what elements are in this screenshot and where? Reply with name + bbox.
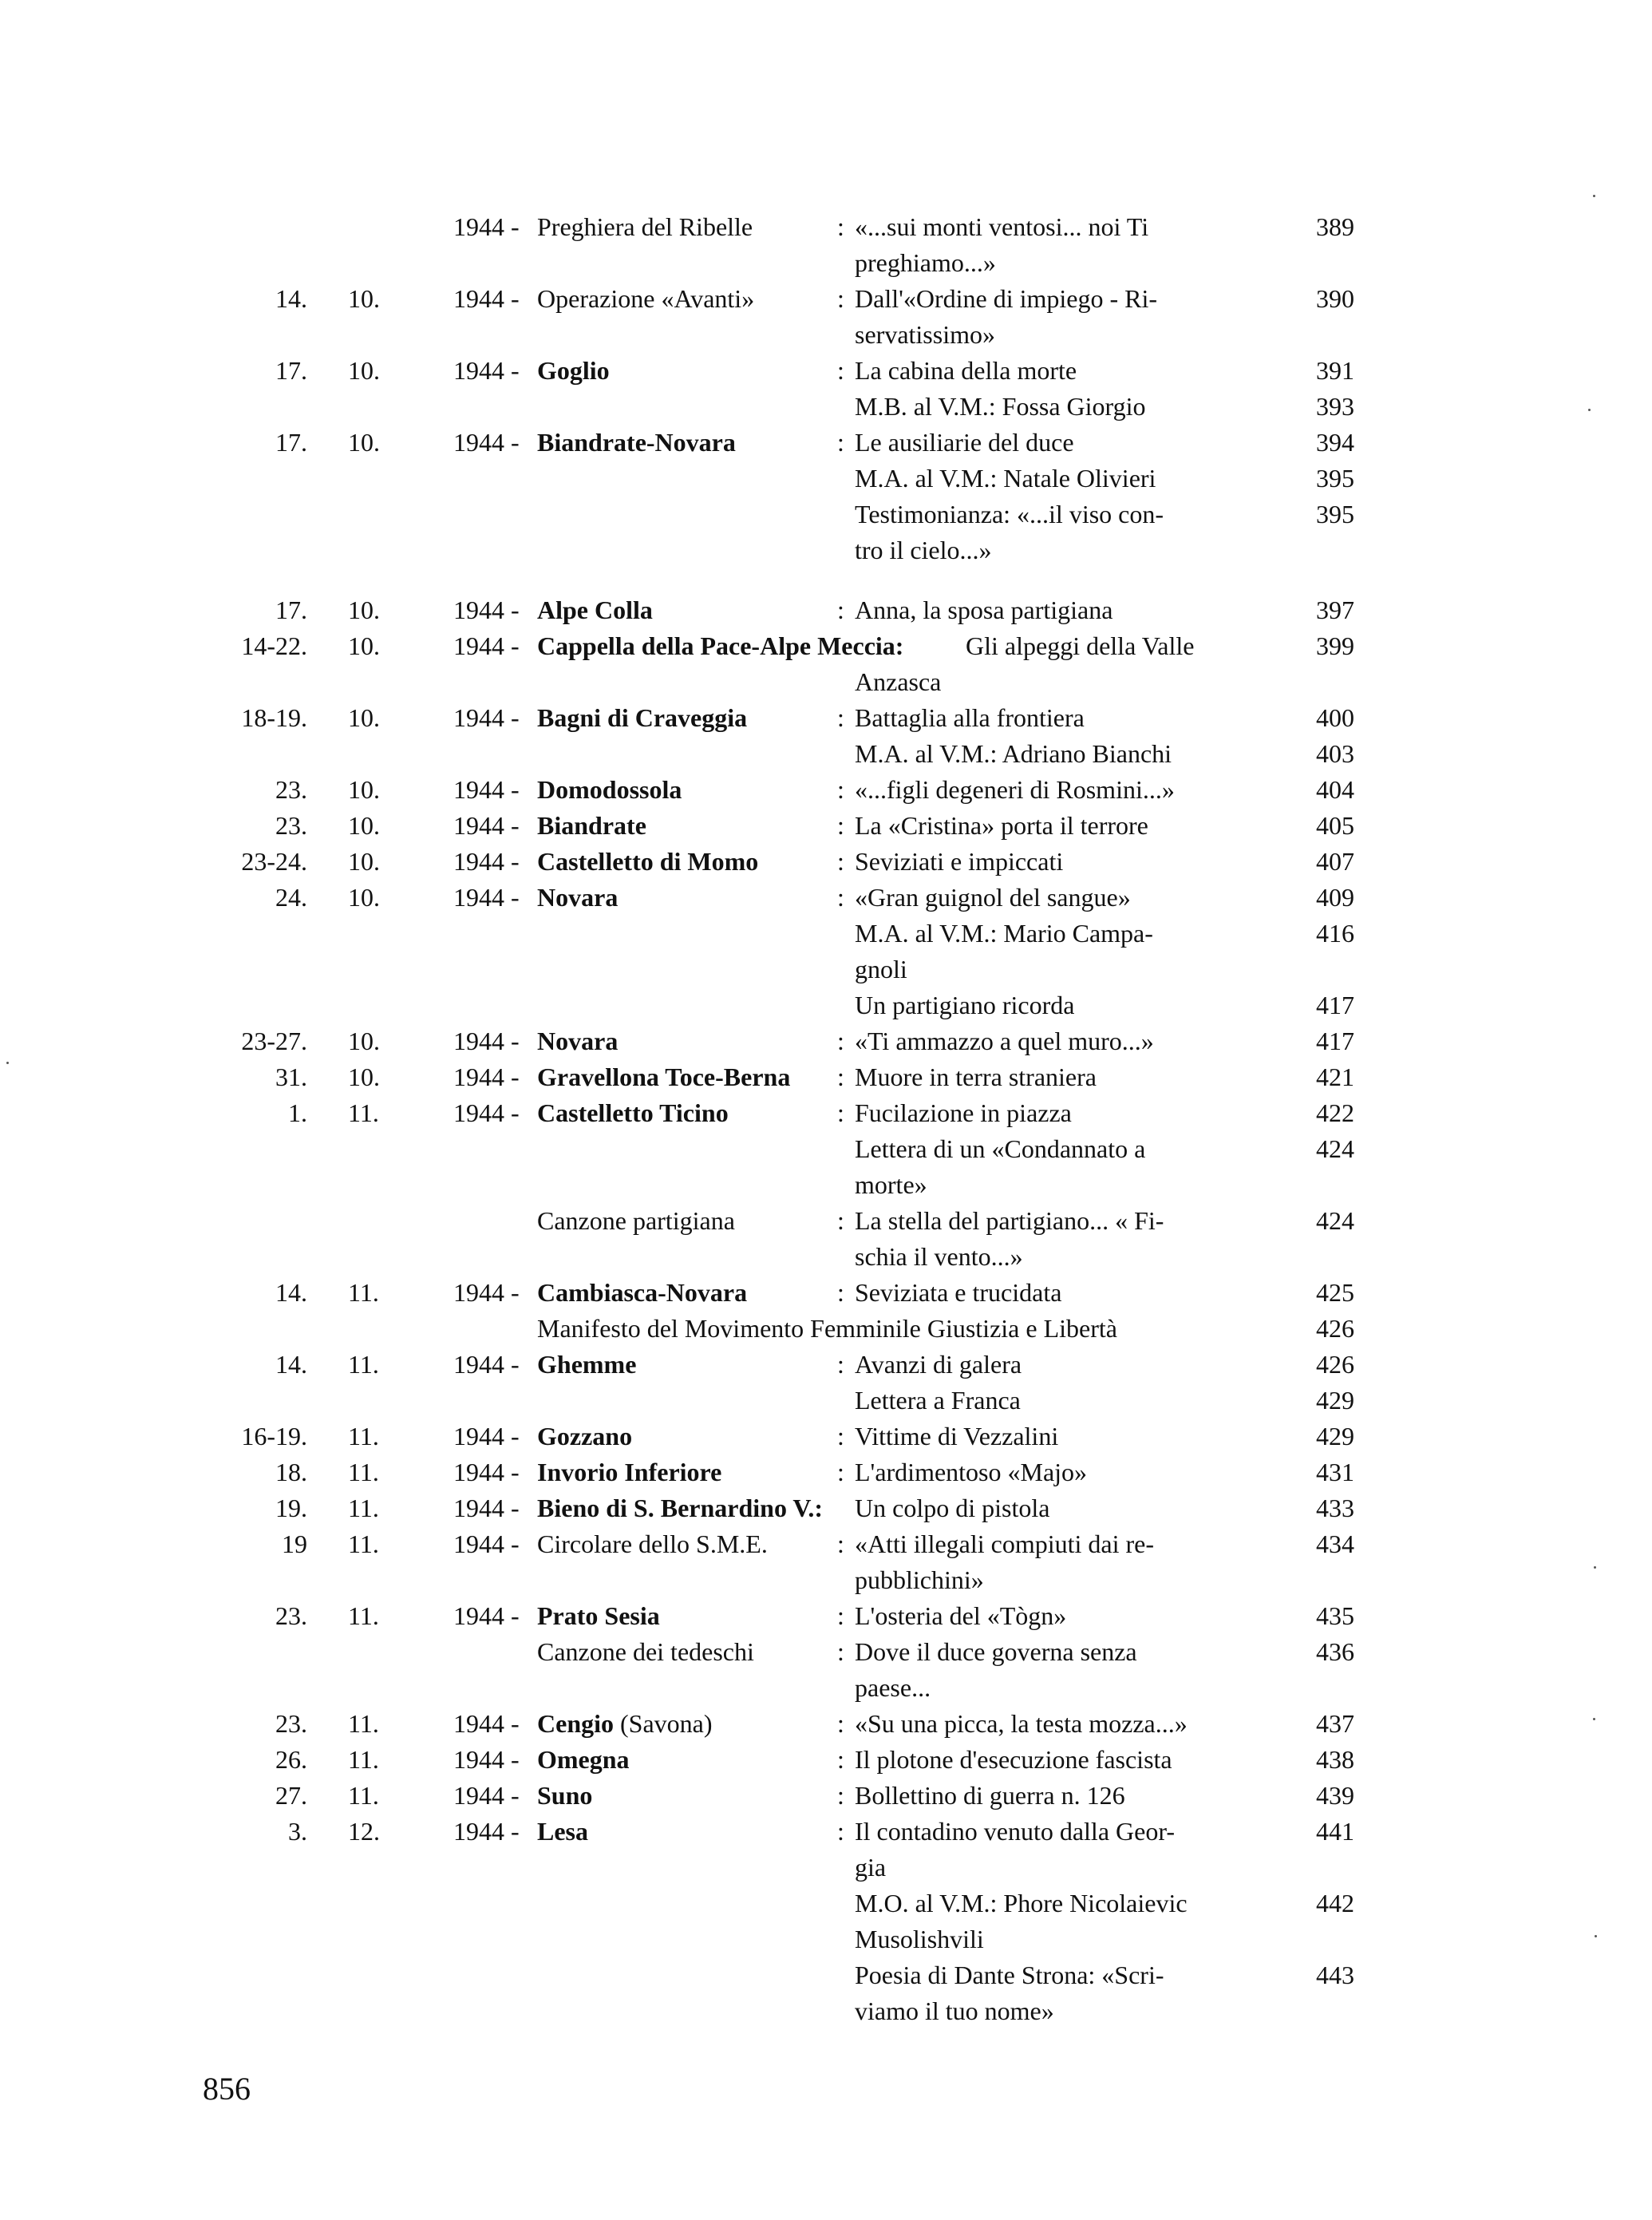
- entry-year: 1944 -: [453, 596, 520, 624]
- entry-month: 11.: [348, 1458, 379, 1486]
- entry-title: Musolishvili: [855, 1925, 984, 1953]
- index-row: [0, 1167, 1652, 1203]
- entry-page: 441: [1316, 1817, 1354, 1846]
- entry-page: 395: [1316, 500, 1354, 528]
- entry-separator: :: [837, 1781, 844, 1810]
- entry-separator: :: [837, 212, 844, 241]
- entry-year: 1944 -: [453, 883, 520, 912]
- entry-place: Cengio: [537, 1709, 614, 1738]
- entry-page: 435: [1316, 1601, 1354, 1630]
- entry-day: 16-19.: [241, 1422, 307, 1450]
- entry-page: 433: [1316, 1494, 1354, 1522]
- entry-month: 11.: [348, 1350, 379, 1379]
- entry-title: M.A. al V.M.: Mario Campa-: [855, 919, 1153, 948]
- entry-year: 1944 -: [453, 775, 520, 804]
- entry-place: Domodossola: [537, 775, 682, 804]
- entry-day: 23.: [275, 1709, 307, 1738]
- entry-page: 422: [1316, 1098, 1354, 1127]
- entry-title: Seviziata e trucidata: [855, 1278, 1062, 1307]
- entry-title: Fucilazione in piazza: [855, 1098, 1072, 1127]
- entry-month: 11.: [348, 1494, 379, 1522]
- entry-separator: :: [837, 1637, 844, 1666]
- entry-page: 416: [1316, 919, 1354, 948]
- entry-day: 3.: [288, 1817, 307, 1846]
- index-row: [0, 592, 1652, 628]
- entry-page: 404: [1316, 775, 1354, 804]
- entry-title: «Gran guignol del sangue»: [855, 883, 1131, 912]
- entry-day: 14.: [275, 284, 307, 313]
- entry-month: 10.: [348, 811, 380, 840]
- entry-title: Lettera di un «Condannato a: [855, 1134, 1146, 1163]
- entry-title: Il plotone d'esecuzione fascista: [855, 1745, 1172, 1774]
- index-row: [0, 1993, 1652, 2029]
- entry-month: 10.: [348, 428, 380, 457]
- entry-title: Bollettino di guerra n. 126: [855, 1781, 1125, 1810]
- index-row: [0, 1347, 1652, 1383]
- entry-title: «...sui monti ventosi... noi Ti: [855, 212, 1149, 241]
- entry-month: 12.: [348, 1817, 380, 1846]
- entry-title: Gli alpeggi della Valle: [966, 631, 1195, 660]
- entry-page: 397: [1316, 596, 1354, 624]
- index-row: [0, 700, 1652, 736]
- entry-place: Bagni di Craveggia: [537, 703, 748, 732]
- entry-month: 10.: [348, 596, 380, 624]
- index-row: [0, 1095, 1652, 1131]
- entry-year: 1944 -: [453, 1278, 520, 1307]
- index-row: [0, 844, 1652, 880]
- entry-title: La cabina della morte: [855, 356, 1077, 385]
- entry-separator: :: [837, 596, 844, 624]
- entry-title: Battaglia alla frontiera: [855, 703, 1085, 732]
- entry-year: 1944 -: [453, 1745, 520, 1774]
- index-row: [0, 808, 1652, 844]
- entry-month: 11.: [348, 1098, 379, 1127]
- index-row: [0, 281, 1652, 317]
- index-row: [0, 880, 1652, 916]
- entry-month: 10.: [348, 883, 380, 912]
- entry-place: Invorio Inferiore: [537, 1458, 722, 1486]
- index-row: [0, 772, 1652, 808]
- index-row: [0, 532, 1652, 568]
- entry-year: 1944 -: [453, 1529, 520, 1558]
- entry-title: Seviziati e impiccati: [855, 847, 1064, 876]
- entry-title: Anzasca: [855, 667, 942, 696]
- entry-year: 1944 -: [453, 1601, 520, 1630]
- entry-place: Bieno di S. Bernardino V.:: [537, 1494, 824, 1522]
- entry-separator: :: [837, 1745, 844, 1774]
- entry-title: L'osteria del «Tògn»: [855, 1601, 1067, 1630]
- entry-year: 1944 -: [453, 1027, 520, 1055]
- index-row: [0, 1957, 1652, 1993]
- entry-separator: :: [837, 1601, 844, 1630]
- entry-page: 436: [1316, 1637, 1354, 1666]
- entry-page: 426: [1316, 1350, 1354, 1379]
- entry-page: 393: [1316, 392, 1354, 421]
- index-row: [0, 952, 1652, 987]
- entry-month: 10.: [348, 703, 380, 732]
- index-row: [0, 1634, 1652, 1670]
- entry-place: Prato Sesia: [537, 1601, 660, 1630]
- entry-title: «...figli degeneri di Rosmini...»: [855, 775, 1175, 804]
- index-row: [0, 1598, 1652, 1634]
- entry-page: 391: [1316, 356, 1354, 385]
- entry-year: 1944 -: [453, 1098, 520, 1127]
- entry-month: 11.: [348, 1781, 379, 1810]
- entry-separator: :: [837, 1098, 844, 1127]
- index-row: [0, 317, 1652, 353]
- entry-title: La «Cristina» porta il terrore: [855, 811, 1148, 840]
- index-row: [0, 628, 1652, 664]
- entry-separator: :: [837, 1458, 844, 1486]
- entry-title: servatissimo»: [855, 320, 995, 349]
- index-row: [0, 1454, 1652, 1490]
- entry-page: 443: [1316, 1961, 1354, 1989]
- entry-day: 14.: [275, 1350, 307, 1379]
- entry-page: 442: [1316, 1889, 1354, 1917]
- index-row: [0, 1419, 1652, 1454]
- entry-title: Avanzi di galera: [855, 1350, 1022, 1379]
- entry-page: 437: [1316, 1709, 1354, 1738]
- entry-year: 1944 -: [453, 1494, 520, 1522]
- scan-speck: [1593, 1718, 1595, 1720]
- entry-title: Vittime di Vezzalini: [855, 1422, 1059, 1450]
- entry-title: preghiamo...»: [855, 248, 996, 277]
- entry-place: Alpe Colla: [537, 596, 653, 624]
- entry-title: Dall'«Ordine di impiego - Ri-: [855, 284, 1158, 313]
- scan-speck: [1588, 409, 1591, 411]
- index-row: [0, 1850, 1652, 1886]
- entry-year: 1944 -: [453, 811, 520, 840]
- entry-place: Omegna: [537, 1745, 630, 1774]
- entry-page: 417: [1316, 1027, 1354, 1055]
- entry-place: Ghemme: [537, 1350, 637, 1379]
- entry-title: morte»: [855, 1170, 927, 1199]
- entry-title: viamo il tuo nome»: [855, 1996, 1054, 2025]
- entry-month: 11.: [348, 1529, 379, 1558]
- entry-title: «Su una picca, la testa mozza...»: [855, 1709, 1188, 1738]
- index-row: [0, 209, 1652, 245]
- entry-title: L'ardimentoso «Majo»: [855, 1458, 1088, 1486]
- entry-separator: :: [837, 1063, 844, 1091]
- index-row: [0, 736, 1652, 772]
- entry-place: Gozzano: [537, 1422, 633, 1450]
- entry-title: «Atti illegali compiuti dai re-: [855, 1529, 1155, 1558]
- entry-title: Dove il duce governa senza: [855, 1637, 1137, 1666]
- page-number: 856: [203, 2071, 251, 2107]
- entry-title: M.O. al V.M.: Phore Nicolaievic: [855, 1889, 1188, 1917]
- entry-month: 11.: [348, 1601, 379, 1630]
- entry-separator: :: [837, 428, 844, 457]
- entry-page: 395: [1316, 464, 1354, 493]
- index-row: [0, 1203, 1652, 1239]
- entry-year: 1944 -: [453, 428, 520, 457]
- entry-page: 400: [1316, 703, 1354, 732]
- entry-year: 1944 -: [453, 212, 520, 241]
- entry-wide-text: Manifesto del Movimento Femminile Giustizia e Libertà: [537, 1314, 1117, 1343]
- entry-place-suffix: (Savona): [614, 1709, 713, 1738]
- entry-page: 407: [1316, 847, 1354, 876]
- index-row: [0, 461, 1652, 497]
- entry-page: 424: [1316, 1206, 1354, 1235]
- entry-day: 17.: [275, 596, 307, 624]
- entry-place: Canzone partigiana: [537, 1206, 735, 1235]
- entry-month: 10.: [348, 356, 380, 385]
- entry-title: Le ausiliarie del duce: [855, 428, 1074, 457]
- entry-title: M.B. al V.M.: Fossa Giorgio: [855, 392, 1146, 421]
- entry-year: 1944 -: [453, 703, 520, 732]
- entry-title: paese...: [855, 1673, 931, 1702]
- entry-page: 439: [1316, 1781, 1354, 1810]
- entry-page: 403: [1316, 739, 1354, 768]
- entry-year: 1944 -: [453, 1817, 520, 1846]
- entry-place-wrapper: [537, 1706, 713, 1742]
- entry-month: 11.: [348, 1422, 379, 1450]
- entry-place: Castelletto Ticino: [537, 1098, 729, 1127]
- entry-day: 23-24.: [241, 847, 307, 876]
- entry-page: 421: [1316, 1063, 1354, 1091]
- entry-separator: :: [837, 847, 844, 876]
- index-row: [0, 1059, 1652, 1095]
- scan-speck: [1594, 1566, 1596, 1569]
- index-row: [0, 1921, 1652, 1957]
- entry-title: Un colpo di pistola: [855, 1494, 1050, 1522]
- entry-page: 438: [1316, 1745, 1354, 1774]
- entry-year: 1944 -: [453, 284, 520, 313]
- entry-page: 424: [1316, 1134, 1354, 1163]
- entry-title: Poesia di Dante Strona: «Scri-: [855, 1961, 1164, 1989]
- entry-place: Operazione «Avanti»: [537, 284, 755, 313]
- index-row: [0, 1886, 1652, 1921]
- entry-day: 14-22.: [241, 631, 307, 660]
- index-row: [0, 987, 1652, 1023]
- entry-page: 425: [1316, 1278, 1354, 1307]
- entry-year: 1944 -: [453, 1709, 520, 1738]
- index-row: [0, 1131, 1652, 1167]
- entry-wide-text: Cappella della Pace-Alpe Meccia:: [537, 631, 904, 660]
- entry-page: 405: [1316, 811, 1354, 840]
- entry-month: 11.: [348, 1709, 379, 1738]
- entry-separator: :: [837, 1027, 844, 1055]
- index-row: [0, 389, 1652, 425]
- entry-page: 394: [1316, 428, 1354, 457]
- entry-place: Suno: [537, 1781, 593, 1810]
- entry-day: 17.: [275, 356, 307, 385]
- index-row: [0, 1562, 1652, 1598]
- entry-title: Anna, la sposa partigiana: [855, 596, 1113, 624]
- entry-day: 27.: [275, 1781, 307, 1810]
- index-row: [0, 1383, 1652, 1419]
- entry-day: 23-27.: [241, 1027, 307, 1055]
- entry-month: 10.: [348, 1027, 380, 1055]
- entry-title: Il contadino venuto dalla Geor-: [855, 1817, 1175, 1846]
- entry-title: gnoli: [855, 955, 907, 983]
- entry-title: tro il cielo...»: [855, 536, 992, 564]
- entry-year: 1944 -: [453, 631, 520, 660]
- entry-year: 1944 -: [453, 1350, 520, 1379]
- index-row: [0, 1275, 1652, 1311]
- entry-place: Castelletto di Momo: [537, 847, 759, 876]
- scan-speck: [6, 1062, 9, 1064]
- entry-page: 399: [1316, 631, 1354, 660]
- entry-page: 431: [1316, 1458, 1354, 1486]
- index-row: [0, 1023, 1652, 1059]
- entry-day: 24.: [275, 883, 307, 912]
- entry-place: Cambiasca-Novara: [537, 1278, 748, 1307]
- entry-day: 23.: [275, 1601, 307, 1630]
- entry-day: 17.: [275, 428, 307, 457]
- index-row: [0, 1490, 1652, 1526]
- entry-place: Novara: [537, 883, 619, 912]
- entry-title: Muore in terra straniera: [855, 1063, 1097, 1091]
- entry-page: 426: [1316, 1314, 1354, 1343]
- entry-separator: :: [837, 1350, 844, 1379]
- entry-separator: :: [837, 1422, 844, 1450]
- index-row: [0, 1742, 1652, 1778]
- entry-day: 23.: [275, 775, 307, 804]
- scan-speck: [1595, 1935, 1597, 1937]
- entry-day: 31.: [275, 1063, 307, 1091]
- entry-month: 10.: [348, 847, 380, 876]
- index-row: [0, 664, 1652, 700]
- entry-page: 417: [1316, 991, 1354, 1019]
- entry-separator: :: [837, 1817, 844, 1846]
- entry-month: 10.: [348, 775, 380, 804]
- index-row: [0, 1706, 1652, 1742]
- entry-title: M.A. al V.M.: Adriano Bianchi: [855, 739, 1172, 768]
- entry-place: Canzone dei tedeschi: [537, 1637, 754, 1666]
- entry-year: 1944 -: [453, 1063, 520, 1091]
- entry-separator: :: [837, 811, 844, 840]
- entry-year: 1944 -: [453, 1422, 520, 1450]
- entry-month: 11.: [348, 1745, 379, 1774]
- entry-place: Biandrate-Novara: [537, 428, 736, 457]
- index-row: [0, 1311, 1652, 1347]
- index-row: [0, 916, 1652, 952]
- entry-month: 11.: [348, 1278, 379, 1307]
- entry-day: 19.: [275, 1494, 307, 1522]
- entry-separator: :: [837, 1709, 844, 1738]
- entry-place: Biandrate: [537, 811, 646, 840]
- scan-speck: [1593, 195, 1595, 197]
- entry-page: 429: [1316, 1422, 1354, 1450]
- entry-place: Gravellona Toce-Berna: [537, 1063, 791, 1091]
- index-row: [0, 497, 1652, 532]
- entry-separator: :: [837, 703, 844, 732]
- entry-title: schia il vento...»: [855, 1242, 1023, 1271]
- entry-month: 10.: [348, 631, 380, 660]
- entry-separator: :: [837, 356, 844, 385]
- entry-separator: :: [837, 775, 844, 804]
- entry-place: Lesa: [537, 1817, 588, 1846]
- entry-title: Testimonianza: «...il viso con-: [855, 500, 1164, 528]
- entry-day: 1.: [288, 1098, 307, 1127]
- entry-year: 1944 -: [453, 847, 520, 876]
- entry-year: 1944 -: [453, 356, 520, 385]
- entry-year: 1944 -: [453, 1458, 520, 1486]
- index-row: [0, 1778, 1652, 1814]
- index-row: [0, 1814, 1652, 1850]
- entry-separator: :: [837, 1529, 844, 1558]
- entry-separator: :: [837, 1278, 844, 1307]
- entry-separator: :: [837, 883, 844, 912]
- entry-page: 434: [1316, 1529, 1354, 1558]
- entry-page: 389: [1316, 212, 1354, 241]
- entry-place: Preghiera del Ribelle: [537, 212, 753, 241]
- index-row: [0, 1526, 1652, 1562]
- entry-day: 18.: [275, 1458, 307, 1486]
- entry-title: La stella del partigiano... « Fi-: [855, 1206, 1164, 1235]
- entry-page: 409: [1316, 883, 1354, 912]
- index-row: [0, 245, 1652, 281]
- entry-day: 26.: [275, 1745, 307, 1774]
- entry-separator: :: [837, 1206, 844, 1235]
- entry-day: 18-19.: [241, 703, 307, 732]
- index-row: [0, 425, 1652, 461]
- entry-day: 14.: [275, 1278, 307, 1307]
- entry-title: M.A. al V.M.: Natale Olivieri: [855, 464, 1156, 493]
- entry-title: Lettera a Franca: [855, 1386, 1021, 1415]
- entry-title: «Ti ammazzo a quel muro...»: [855, 1027, 1154, 1055]
- entry-month: 10.: [348, 284, 380, 313]
- entry-page: 390: [1316, 284, 1354, 313]
- index-row: [0, 1239, 1652, 1275]
- entry-day: 23.: [275, 811, 307, 840]
- index-row: [0, 353, 1652, 389]
- entry-title: pubblichini»: [855, 1565, 984, 1594]
- entry-title: gia: [855, 1853, 887, 1882]
- entry-place: Novara: [537, 1027, 619, 1055]
- entry-separator: :: [837, 284, 844, 313]
- index-row: [0, 1670, 1652, 1706]
- entry-place: Circolare dello S.M.E.: [537, 1529, 768, 1558]
- entry-place: Goglio: [537, 356, 610, 385]
- entry-year: 1944 -: [453, 1781, 520, 1810]
- entry-month: 10.: [348, 1063, 380, 1091]
- entry-title: Un partigiano ricorda: [855, 991, 1075, 1019]
- entry-page: 429: [1316, 1386, 1354, 1415]
- entry-day: 19: [282, 1529, 307, 1558]
